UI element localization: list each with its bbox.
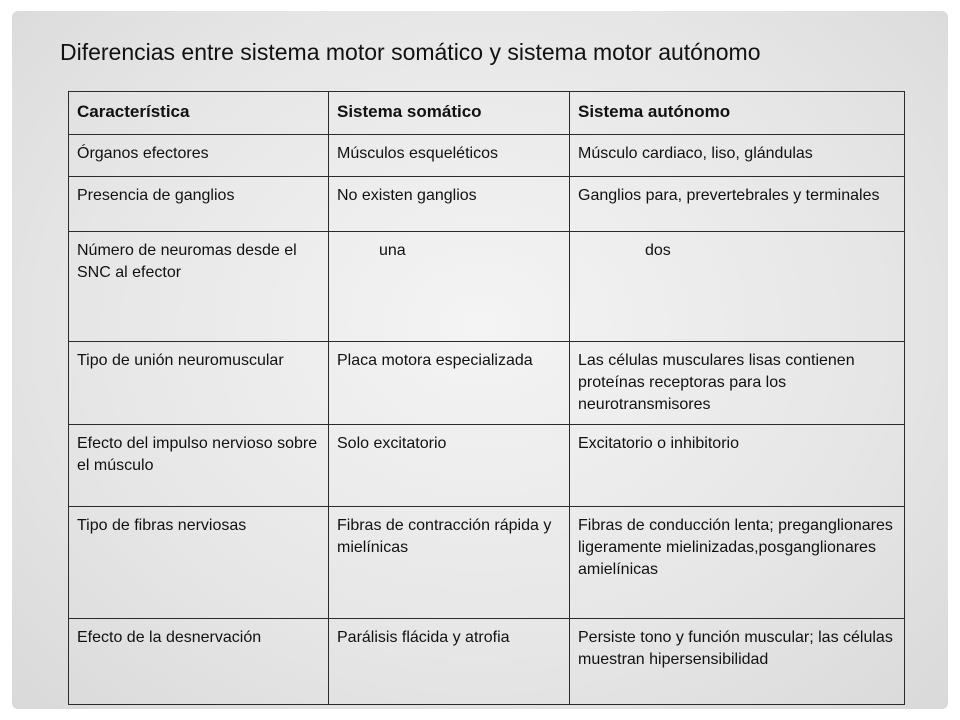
table-cell: Placa motora especializada (329, 342, 570, 425)
table-cell: Órganos efectores (69, 135, 329, 177)
table-row (69, 619, 905, 705)
table-cell: No existen ganglios (329, 177, 570, 232)
table-cell: Tipo de unión neuromuscular (69, 342, 329, 425)
page-title: Diferencias entre sistema motor somático y sistema motor autónomo (60, 39, 761, 65)
table-cell: Fibras de contracción rápida y mielínicas (329, 507, 570, 619)
table-cell: Tipo de fibras nerviosas (69, 507, 329, 619)
table-cell: Parálisis flácida y atrofia (329, 619, 570, 705)
table-cell: Excitatorio o inhibitorio (570, 425, 905, 507)
table-cell: Las células musculares lisas contienen proteínas receptoras para los neurotransmisores (570, 342, 905, 425)
table-cell: Músculos esqueléticos (329, 135, 570, 177)
header-caracteristica: Característica (69, 92, 329, 135)
slide-background (12, 11, 948, 709)
table-cell: Efecto del impulso nervioso sobre el músculo (69, 425, 329, 507)
table-cell: Persiste tono y función muscular; las células muestran hipersensibilidad (570, 619, 905, 705)
table-cell: Músculo cardiaco, liso, glándulas (570, 135, 905, 177)
table-row (69, 232, 905, 342)
table-cell: Número de neuromas desde el SNC al efector (69, 232, 329, 342)
table-row (69, 177, 905, 232)
header-sistema-somatico: Sistema somático (329, 92, 570, 135)
table-row (69, 425, 905, 507)
table-row (69, 135, 905, 177)
table-row (69, 342, 905, 425)
table-cell: Fibras de conducción lenta; preganglionares ligeramente mielinizadas,posganglionares amielínicas (570, 507, 905, 619)
table-cell: Ganglios para, prevertebrales y terminales (570, 177, 905, 232)
table-cell: Solo excitatorio (329, 425, 570, 507)
table-cell: Presencia de ganglios (69, 177, 329, 232)
header-sistema-autonomo: Sistema autónomo (570, 92, 905, 135)
table-header-row (69, 92, 905, 135)
table-cell: una (329, 232, 570, 342)
table-cell: dos (570, 232, 905, 342)
table-row (69, 507, 905, 619)
table-cell: Efecto de la desnervación (69, 619, 329, 705)
comparison-table (68, 91, 905, 705)
